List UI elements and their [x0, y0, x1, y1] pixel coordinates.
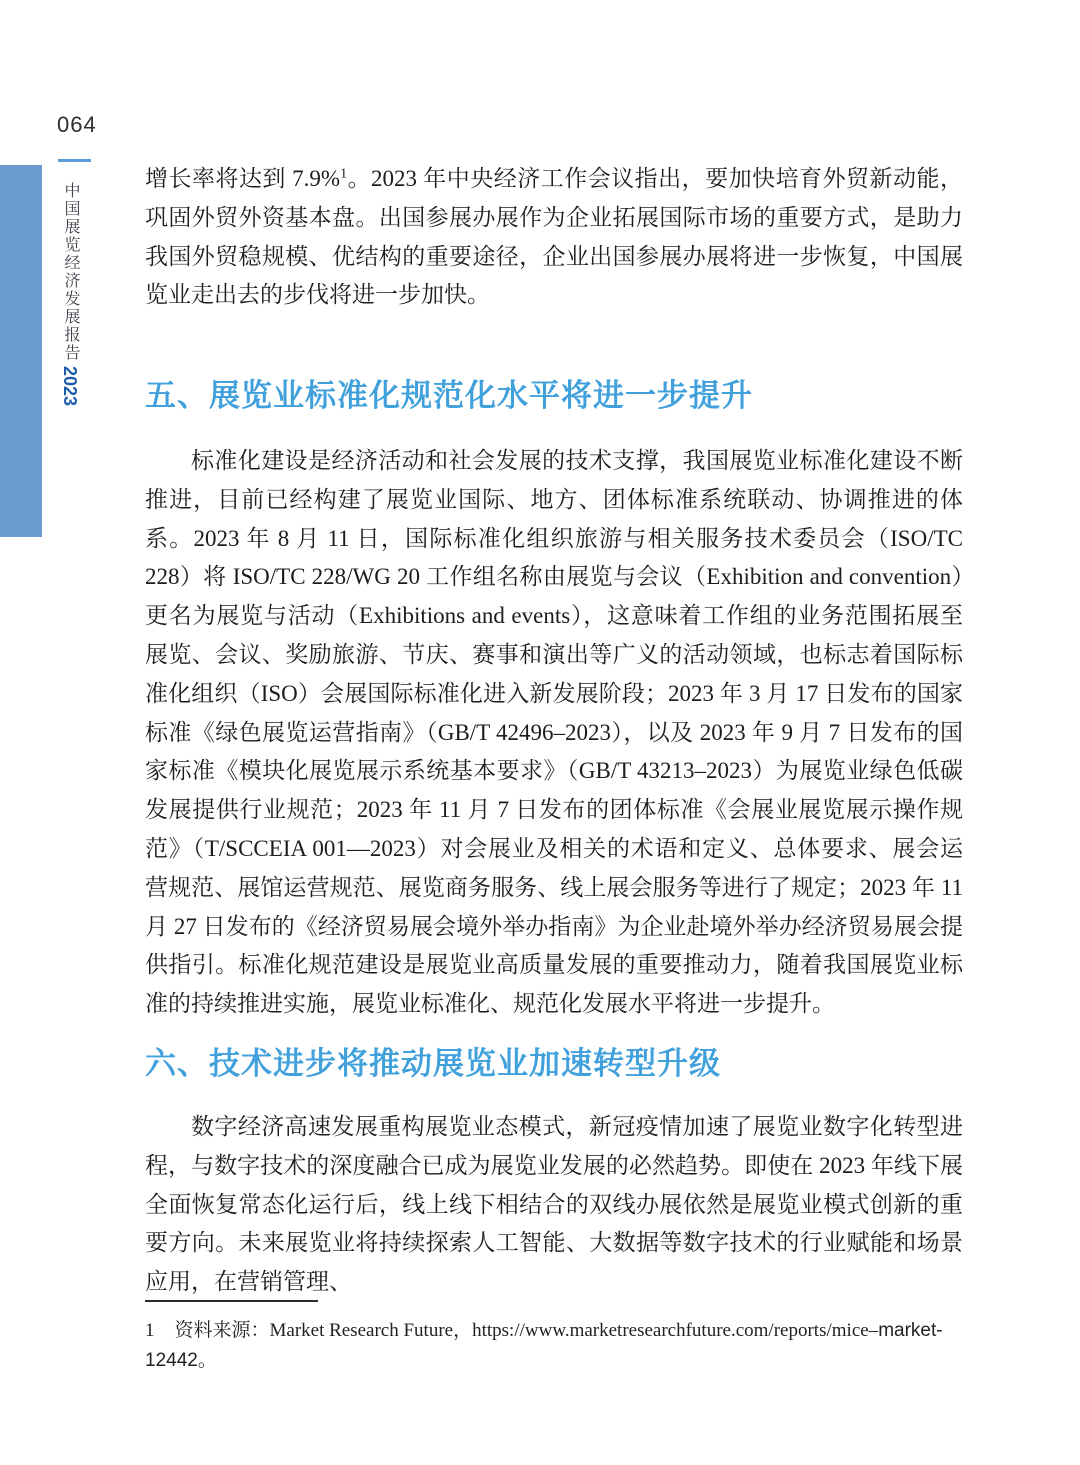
footnote-separator-rule: [145, 1300, 318, 1302]
page-number-rule: [58, 159, 91, 162]
paragraph-section-six: 数字经济高速发展重构展览业态模式，新冠疫情加速了展览业数字化转型进程，与数字技术的深度融合已成为展览业发展的必然趋势。即使在 2023 年线下展全面恢复常态化运行后，线上线下相结合的双线办展依然是展览业模式创新的重要方向。未来展览业将持续探索人工智能、大数据等数字技术的行业赋能和场景应用，在营销管理、: [145, 1114, 964, 1295]
sidebar-vertical-title: [58, 182, 82, 502]
footnote-url-serif: https://www.marketresearchfuture.com/reports/mice–: [472, 1320, 879, 1341]
footnote-label: 资料来源：Market Research Future，: [174, 1320, 473, 1341]
section-heading-six: 六、技术进步将推动展览业加速转型升级: [145, 1046, 721, 1081]
paragraph-section-five: 标准化建设是经济活动和社会发展的技术支撑，我国展览业标准化建设不断推进，目前已经构建了展览业国际、地方、团体标准系统联动、协调推进的体系。2023 年 8 月 11 日，国际标准化组织旅游与相关服务技术委员会（ISO/TC 228）将 ISO/TC 228/WG 20 工作组名称由展览与会议（Exhibition and convention）更名为展览与活动（Exhibitions and events），这意味着工作组的业务范围拓展至展览、会议、奖励旅游、节庆、赛事和演出等广义的活动领域，也标志着国际标准化组织（ISO）会展国际标准化进入新发展阶段；2023 年 3 月 17 日发布的国家标准《绿色展览运营指南》（GB/T 42496–2023），以及 2023 年 9 月 7 日发布的国家标准《模块化展览展示系统基本要求》（GB/T 43213–2023）为展览业绿色低碳发展提供行业规范；2023 年 11 月 7 日发布的团体标准《会展业展览展示操作规范》（T/SCCEIA 001—2023）对会展业及相关的术语和定义、总体要求、展会运营规范、展馆运营规范、展览商务服务、线上展会服务等进行了规定；2023 年 11 月 27 日发布的《经济贸易展会境外举办指南》为企业赴境外举办经济贸易展会提供指引。标准化规范建设是展览业高质量发展的重要推动力，随着我国展览业标准的持续推进实施，展览业标准化、规范化发展水平将进一步提升。: [145, 448, 963, 1017]
footnote-reference: 1: [340, 166, 348, 182]
paragraph-intro: [145, 160, 963, 315]
footnote-period: 。: [197, 1350, 217, 1371]
footnote-url-sans: market-12442: [145, 1320, 943, 1371]
left-accent-bar: [0, 165, 42, 537]
section-heading-five: 五、展览业标准化规范化水平将进一步提升: [145, 378, 753, 413]
paragraph-intro-pre: 增长率将达到 7.9%: [145, 166, 341, 191]
footnote: [145, 1316, 975, 1376]
sidebar-year-text: 2023: [60, 366, 80, 407]
paragraph-intro-post: 。2023 年中央经济工作会议指出，要加快培育外贸新动能，巩固外贸外资基本盘。出国参展办展作为企业拓展国际市场的重要方式，是助力我国外贸稳规模、优结构的重要途径，企业出国参展办展将进一步恢复，中国展览业走出去的步伐将进一步加快。: [145, 166, 963, 308]
sidebar-title-text: 中国展览经济发展报告: [62, 182, 79, 362]
footnote-marker: 1: [145, 1320, 155, 1341]
page-number: 064: [57, 112, 97, 137]
